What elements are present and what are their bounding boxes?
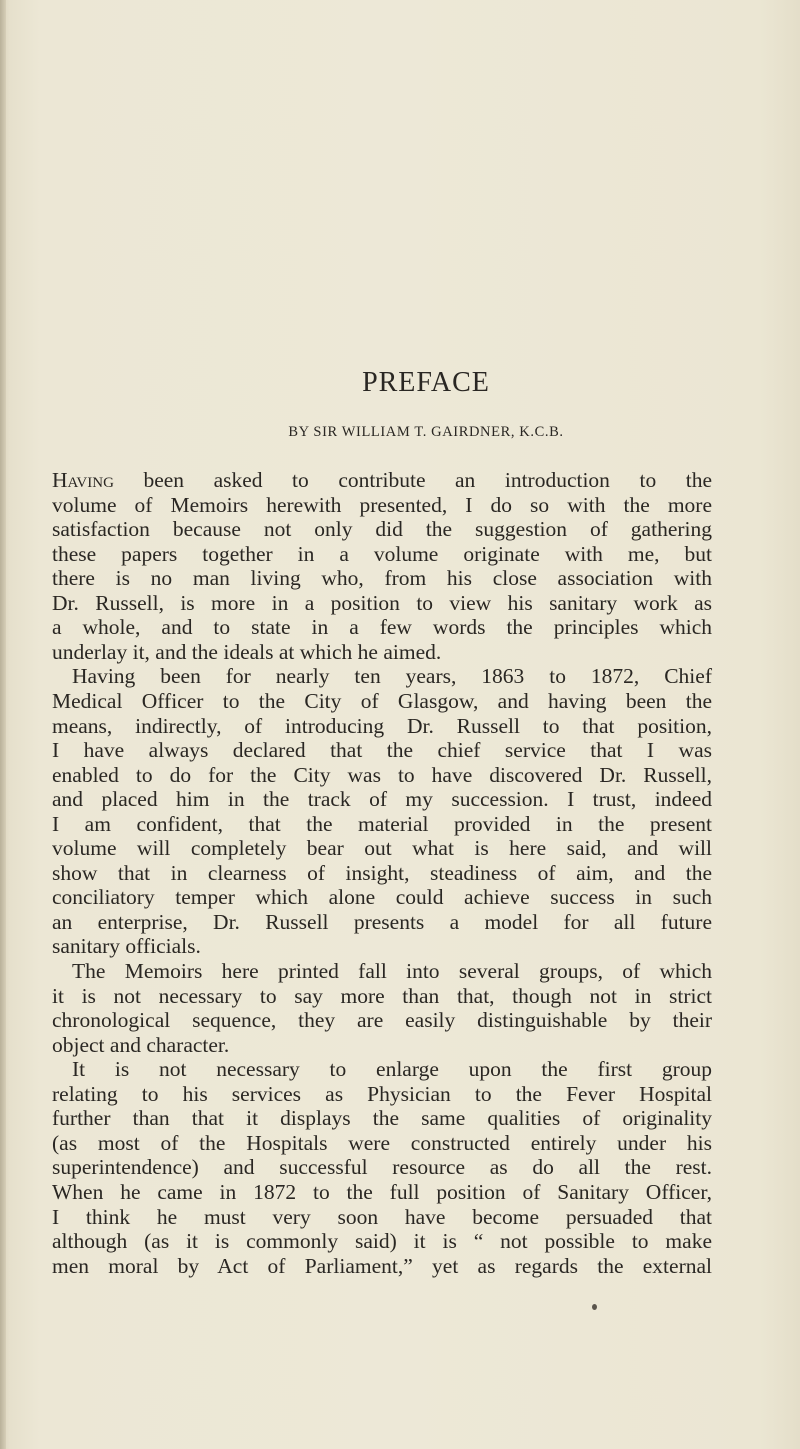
text-line: chronological sequence, they are easily distinguishable by their xyxy=(52,1008,712,1033)
text-line: underlay it, and the ideals at which he aimed. xyxy=(52,639,442,664)
text-line: I am confident, that the material provided in the present xyxy=(52,811,712,836)
text-line: there is no man living who, from his close association with xyxy=(52,566,712,591)
text-line: object and character. xyxy=(52,1032,230,1057)
text-line: Having been for nearly ten years, 1863 to 1872, Chief xyxy=(72,664,712,689)
text-line: superintendence) and successful resource as do all the rest. xyxy=(52,1155,712,1180)
ink-spot xyxy=(592,1304,597,1310)
text-line: I think he must very soon have become persuaded that xyxy=(52,1204,712,1229)
text-line: volume of Memoirs herewith presented, I do so with the more xyxy=(52,492,712,517)
text-line: and placed him in the track of my succession. I trust, indeed xyxy=(52,787,712,812)
author-byline: BY SIR WILLIAM T. GAIRDNER, K.C.B. xyxy=(288,424,564,440)
text-line: satisfaction because not only did the suggestion of gathering xyxy=(52,517,712,542)
text-line: men moral by Act of Parliament,” yet as regards the external xyxy=(52,1253,712,1278)
text-line: Dr. Russell, is more in a position to view his sanitary work as xyxy=(52,590,712,615)
opening-word: Having xyxy=(52,468,114,492)
text-line: a whole, and to state in a few words the principles which xyxy=(52,615,712,640)
text-line: volume will completely bear out what is here said, and will xyxy=(52,836,712,861)
text-line: relating to his services as Physician to the Fever Hospital xyxy=(52,1081,712,1106)
text-line: show that in clearness of insight, steadiness of aim, and the xyxy=(52,860,712,885)
text-line: sanitary officials. xyxy=(52,934,201,959)
text-line: conciliatory temper which alone could achieve success in such xyxy=(52,885,712,910)
text-line: these papers together in a volume originate with me, but xyxy=(52,541,712,566)
text-line xyxy=(52,468,712,492)
text-line: When he came in 1872 to the full position of Sanitary Officer, xyxy=(52,1179,712,1204)
line-text: been asked to contribute an introduction to the xyxy=(113,468,712,492)
text-line: an enterprise, Dr. Russell presents a model for all future xyxy=(52,909,712,934)
binding-edge xyxy=(0,0,6,1449)
text-line: further than that it displays the same qualities of originality xyxy=(52,1106,712,1131)
text-line: enabled to do for the City was to have discovered Dr. Russell, xyxy=(52,762,712,787)
text-line: although (as it is commonly said) it is “ not possible to make xyxy=(52,1229,712,1254)
text-line: The Memoirs here printed fall into several groups, of which xyxy=(72,959,712,983)
text-line: I have always declared that the chief service that I was xyxy=(52,738,712,763)
text-line: It is not necessary to enlarge upon the first group xyxy=(72,1057,712,1082)
text-line: (as most of the Hospitals were constructed entirely under his xyxy=(52,1130,712,1155)
text-line: it is not necessary to say more than that, though not in strict xyxy=(52,983,712,1008)
text-line: means, indirectly, of introducing Dr. Russell to that position, xyxy=(52,713,712,738)
page-title: PREFACE xyxy=(362,367,490,398)
text-line: Medical Officer to the City of Glasgow, and having been the xyxy=(52,688,712,713)
